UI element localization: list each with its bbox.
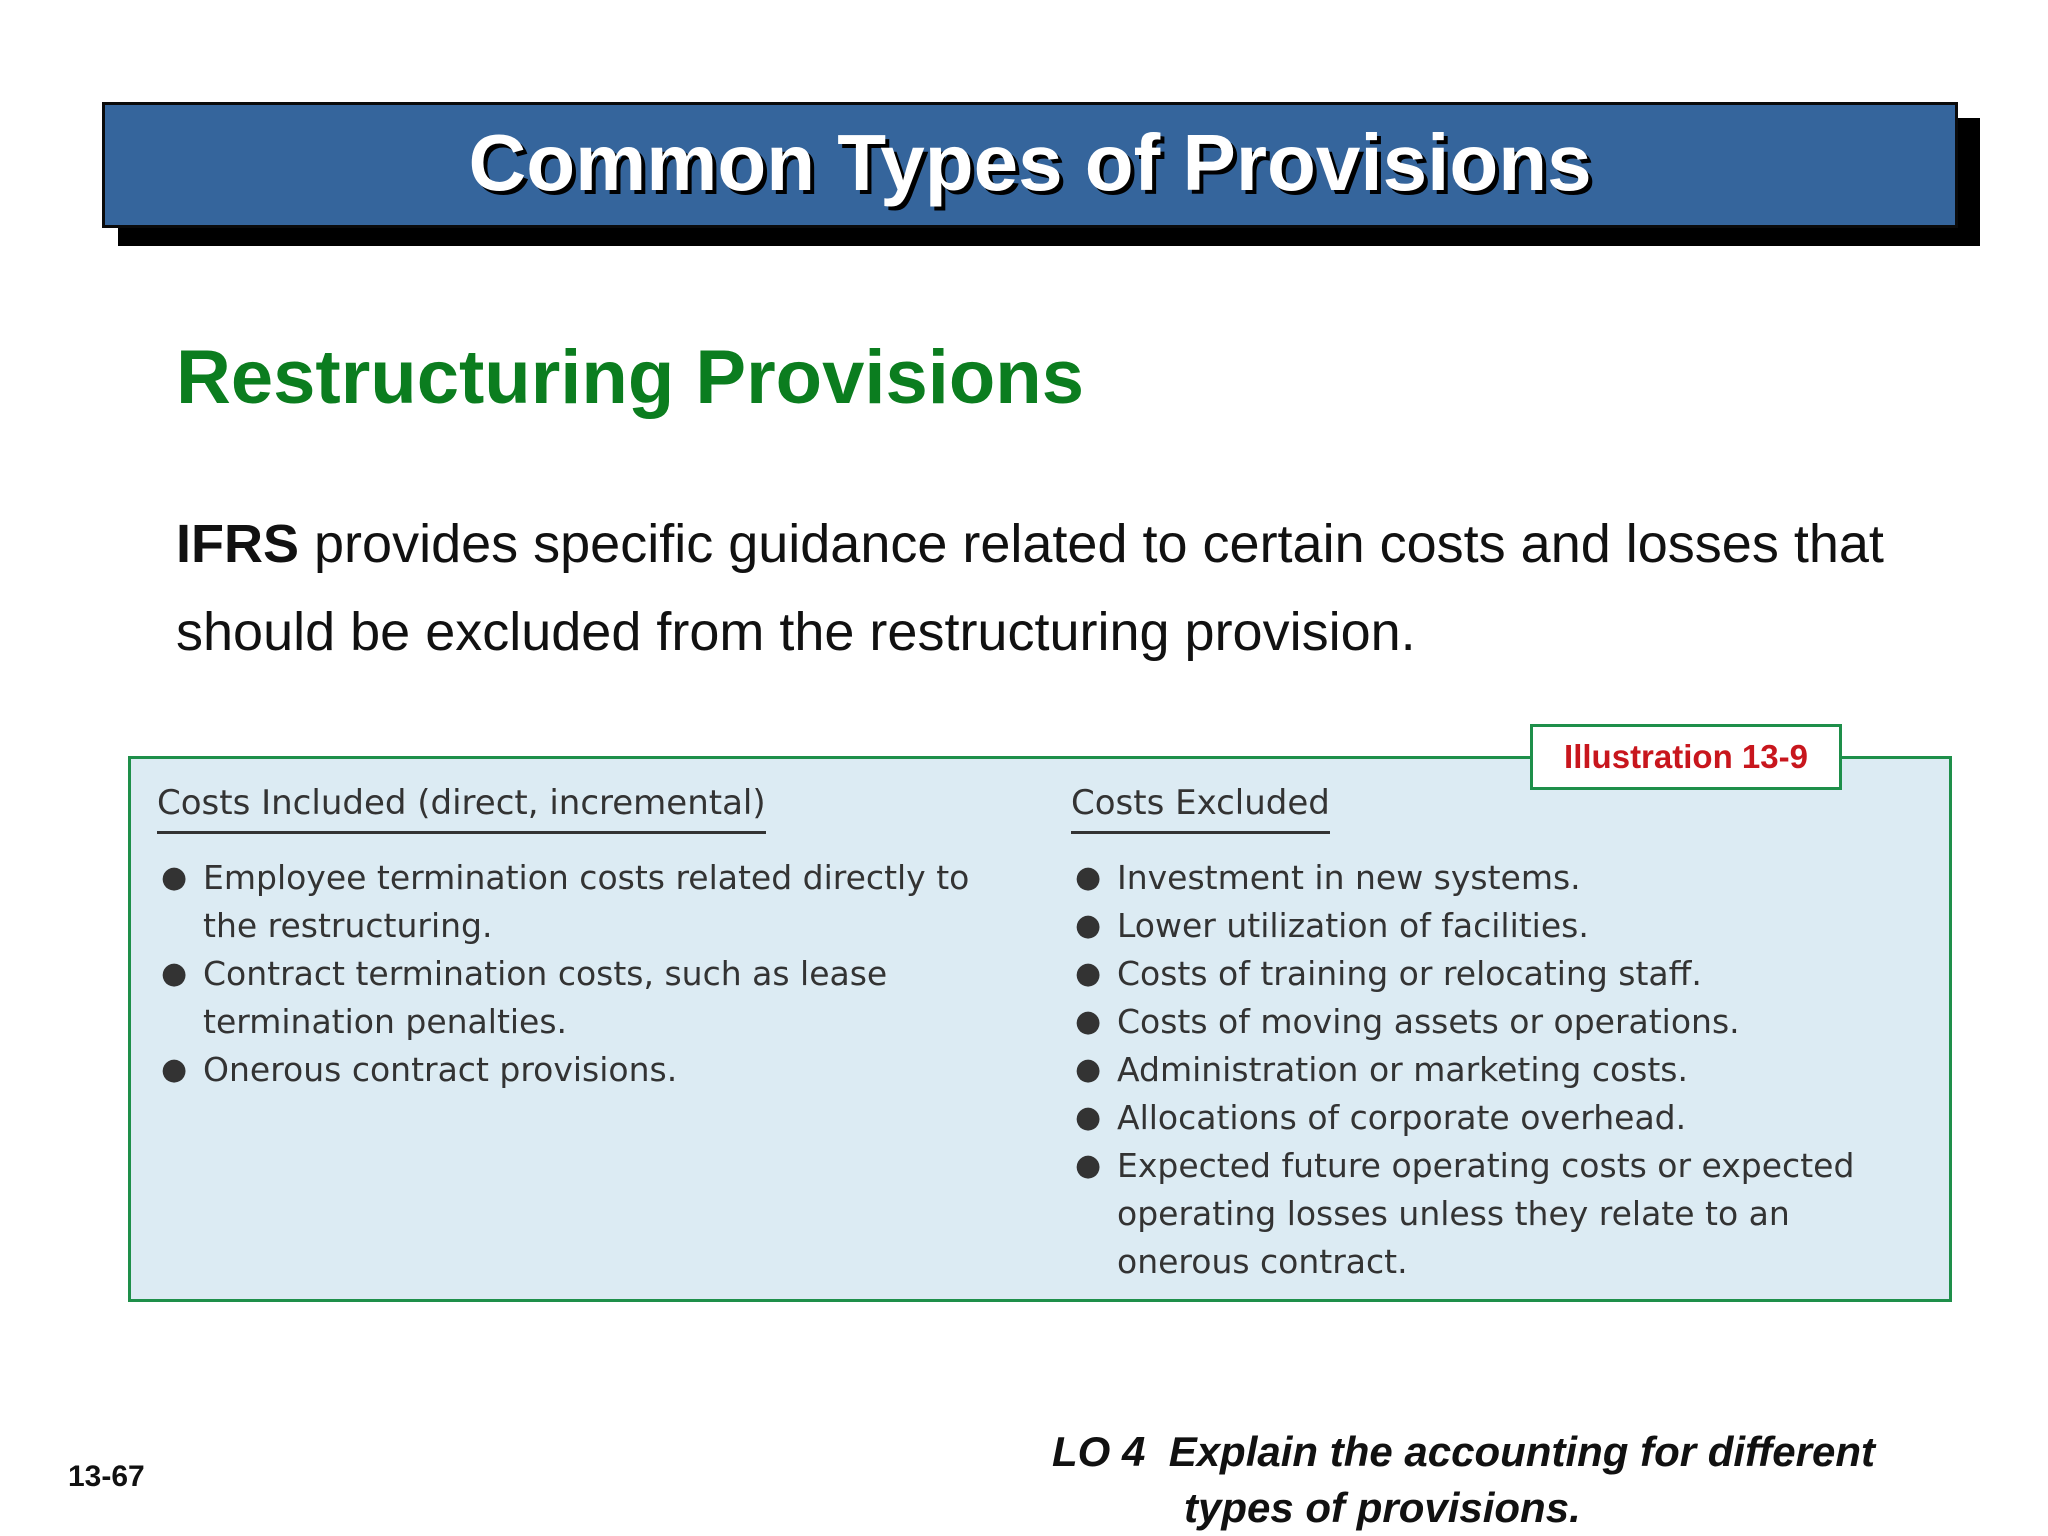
list-item (1071, 1094, 1931, 1142)
bullet-icon: ● (161, 1052, 188, 1087)
list-item-text: Administration or marketing costs. (1117, 1050, 1688, 1089)
list-item (1071, 998, 1931, 1046)
list-item (1071, 1142, 1931, 1286)
illustration-box (128, 756, 1952, 1302)
costs-included-column (157, 781, 1017, 1094)
list-item-text: Lower utilization of facilities. (1117, 906, 1589, 945)
list-item-text: Allocations of corporate overhead. (1117, 1098, 1687, 1137)
learning-objective-line-2: types of provisions. (1184, 1484, 1581, 1531)
slide-title: Common Types of Provisions (468, 118, 1592, 207)
bullet-icon: ● (1075, 1100, 1102, 1135)
list-item (1071, 902, 1931, 950)
list-item (157, 854, 1017, 950)
title-bar (102, 102, 1958, 228)
list-item-text: Expected future operating costs or expected operating losses unless they relate to an onerous contract. (1117, 1146, 1855, 1281)
page-number: 13-67 (68, 1460, 145, 1493)
bullet-icon: ● (161, 860, 188, 895)
costs-included-header: Costs Included (direct, incremental) (157, 781, 766, 834)
ifrs-bold: IFRS (176, 514, 300, 574)
list-item (1071, 854, 1931, 902)
list-item (157, 950, 1017, 1046)
bullet-icon: ● (1075, 956, 1102, 991)
bullet-icon: ● (1075, 1052, 1102, 1087)
bullet-icon: ● (161, 956, 188, 991)
list-item (1071, 1046, 1931, 1094)
learning-objective (1052, 1424, 1972, 1536)
list-item-text: Investment in new systems. (1117, 858, 1581, 897)
list-item (1071, 950, 1931, 998)
bullet-icon: ● (1075, 1004, 1102, 1039)
bullet-icon: ● (1075, 908, 1102, 943)
list-item-text: Contract termination costs, such as lease termination penalties. (203, 954, 888, 1041)
costs-excluded-header: Costs Excluded (1071, 781, 1330, 834)
costs-excluded-column (1071, 781, 1931, 1286)
list-item-text: Costs of training or relocating staff. (1117, 954, 1702, 993)
learning-objective-line-1: LO 4 Explain the accounting for different (1052, 1428, 1875, 1475)
illustration-label: Illustration 13-9 (1530, 724, 1842, 790)
costs-excluded-list (1071, 854, 1931, 1286)
bullet-icon: ● (1075, 1148, 1102, 1183)
costs-included-list (157, 854, 1017, 1094)
list-item-text: Costs of moving assets or operations. (1117, 1002, 1740, 1041)
bullet-icon: ● (1075, 860, 1102, 895)
intro-paragraph-text: provides specific guidance related to certain costs and losses that should be excluded from the restructuring provision. (176, 514, 1884, 662)
list-item-text: Employee termination costs related directly to the restructuring. (203, 858, 970, 945)
list-item (157, 1046, 1017, 1094)
intro-paragraph (176, 500, 1936, 676)
list-item-text: Onerous contract provisions. (203, 1050, 678, 1089)
slide-subtitle: Restructuring Provisions (176, 335, 1084, 420)
